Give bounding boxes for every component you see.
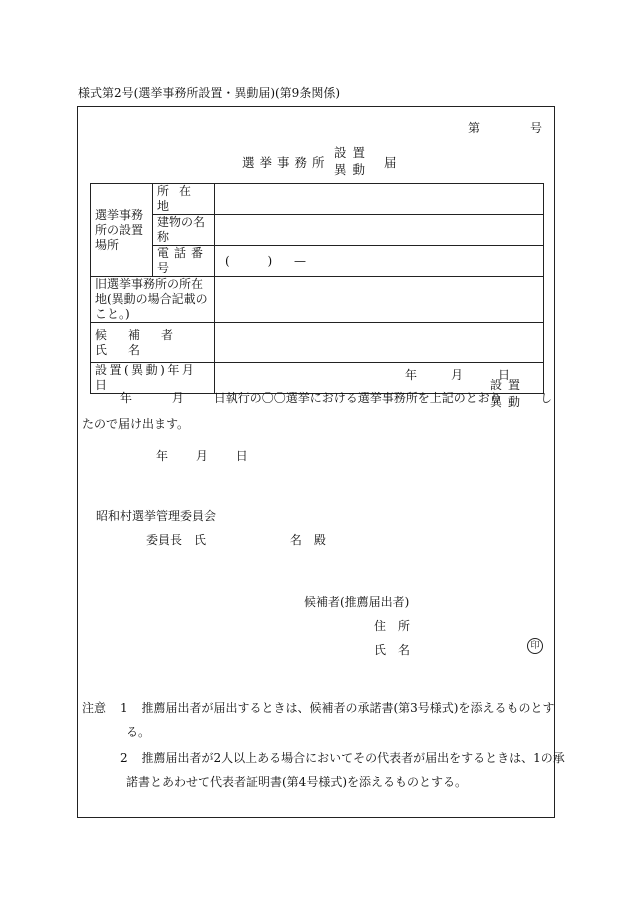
building-label: 建物の名称 — [157, 215, 206, 244]
notice-option-change: 異動 — [490, 395, 527, 409]
document-title: 選挙事務所 — [242, 155, 330, 170]
notice-year: 年 — [120, 391, 133, 405]
notice-options — [490, 377, 526, 411]
note-2-line2: 諾書とあわせて代表者証明書(第4号様式)を添えるものとする。 — [126, 775, 468, 789]
title-option-change: 異動 — [334, 162, 372, 177]
table-row — [91, 184, 544, 215]
note-2-line1: 推薦届出者が2人以上ある場合においてその代表者が届出をするときは、1の承 — [141, 751, 565, 765]
phone-label: 電話番号 — [157, 246, 209, 275]
note-2-number: 2 — [120, 751, 128, 765]
date-year: 年 — [405, 368, 418, 382]
date-label: 設置(異動)年月日 — [95, 363, 197, 392]
note-1-line1: 推薦届出者が届出するときは、候補者の承諾書(第3号様式)を添えるものとす — [141, 701, 555, 715]
old-location-input[interactable] — [215, 277, 544, 323]
table-row — [91, 277, 544, 323]
notice-option-setup: 設置 — [490, 378, 527, 392]
sign-month: 月 — [195, 449, 208, 463]
notice-month: 月 — [171, 391, 184, 405]
notice-shi: し — [540, 391, 553, 405]
name-label: 氏 名 — [374, 643, 411, 657]
note-1-line2: る。 — [126, 725, 151, 739]
form-title: 様式第2号(選挙事務所設置・異動届)(第9条関係) — [78, 86, 340, 100]
committee-name: 昭和村選挙管理委員会 — [96, 509, 217, 523]
group-label: 選挙事務所の設置場所 — [95, 207, 144, 252]
candidate-name-label: 候補者氏名 — [95, 327, 195, 357]
chair-prefix: 委員長 氏 — [146, 533, 207, 547]
phone-open-paren: ( — [225, 253, 230, 268]
document-title-end: 届 — [384, 155, 397, 170]
table-row — [91, 215, 544, 246]
location-input[interactable] — [215, 184, 544, 215]
seal-mark: 印 — [527, 638, 543, 654]
phone-dash: — — [294, 253, 307, 268]
building-label-cell — [153, 215, 215, 246]
document-title-options — [334, 144, 371, 178]
date-day: 日 — [498, 368, 511, 382]
address-label: 住 所 — [374, 619, 411, 633]
old-location-label-cell — [91, 277, 215, 323]
title-option-setup: 設置 — [334, 145, 372, 160]
form-frame — [77, 106, 565, 818]
old-location-label: 旧選挙事務所の所在地(異動の場合記載のこと。) — [95, 277, 208, 321]
notice-paragraph — [120, 389, 502, 406]
table-row — [91, 323, 544, 363]
number-suffix: 号 — [530, 121, 543, 135]
note-2 — [120, 749, 565, 766]
phone-label-cell — [153, 246, 215, 277]
chair-suffix: 名 殿 — [289, 533, 326, 547]
group-label-cell — [91, 184, 153, 277]
notes-label: 注意 — [82, 701, 107, 715]
phone-close-paren: ) — [267, 253, 273, 268]
building-input[interactable] — [215, 215, 544, 246]
note-1-number: 1 — [120, 701, 128, 715]
candidate-label: 候補者(推薦届出者) — [304, 595, 410, 609]
date-month: 月 — [451, 368, 464, 382]
office-info-table — [90, 183, 544, 394]
chair-line — [146, 531, 326, 548]
number-prefix: 第 — [468, 121, 481, 135]
notice-line2: たので届け出ます。 — [82, 417, 190, 431]
location-label: 所在地 — [157, 184, 202, 213]
location-label-cell — [153, 184, 215, 215]
sign-day: 日 — [235, 449, 248, 463]
note-1 — [120, 699, 554, 716]
notice-text: 日執行の〇〇選挙における選挙事務所を上記のとおり — [213, 391, 502, 405]
table-row — [91, 246, 544, 277]
candidate-label-cell — [91, 323, 215, 363]
sign-year: 年 — [156, 449, 169, 463]
sign-date — [156, 447, 248, 464]
phone-input[interactable] — [215, 246, 544, 277]
candidate-name-input[interactable] — [215, 323, 544, 363]
